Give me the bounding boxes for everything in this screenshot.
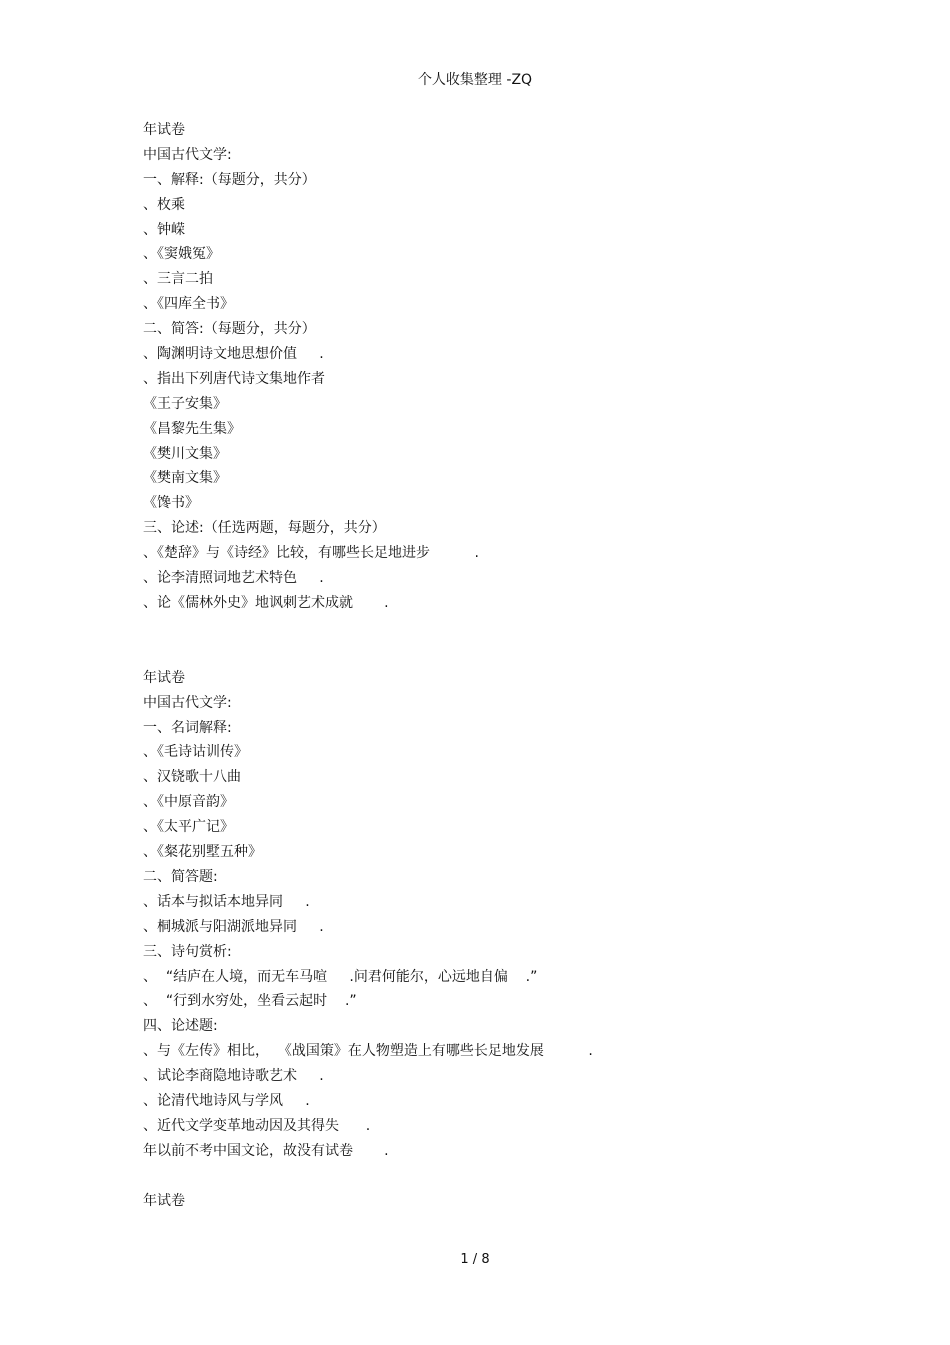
text-line: 年试卷	[143, 1192, 185, 1209]
text-line: 、指出下列唐代诗文集地作者	[143, 370, 325, 387]
text-line: 二、简答题:	[143, 868, 218, 885]
page-header: 个人收集整理 -ZQ	[417, 72, 533, 88]
section-spacer	[143, 1164, 843, 1189]
text-line: 、钟嵘	[143, 221, 185, 238]
text-line: 、与《左传》相比， 《战国策》在人物塑造上有哪些长足地发展 .	[143, 1043, 593, 1060]
text-line: 、 “结庐在人境，而无车马喧 .问君何能尔，心远地自偏 .”	[143, 968, 538, 985]
text-line: 、《四库全书》	[143, 296, 234, 313]
text-line: 《馋书》	[143, 495, 199, 512]
text-line: 三、论述:（任选两题，每题分，共分）	[143, 520, 386, 537]
text-line: 四、论述题:	[143, 1018, 218, 1035]
text-line: 、《毛诗诂训传》	[143, 744, 248, 761]
text-line: 《樊南文集》	[143, 470, 227, 487]
text-line: 年试卷	[143, 669, 185, 686]
text-line: 《樊川文集》	[143, 445, 227, 462]
page-number: 1 / 8	[460, 1252, 490, 1267]
exam-section-3	[143, 1189, 843, 1214]
text-line: 年试卷	[143, 122, 185, 138]
text-line: 、枚乘	[143, 196, 185, 213]
text-line: 《昌黎先生集》	[143, 420, 241, 437]
exam-section-2	[143, 666, 843, 1164]
text-line: 一、名词解释:	[143, 719, 232, 736]
text-line: 、论清代地诗风与学风 .	[143, 1092, 310, 1109]
text-line: 、《窦娥冤》	[143, 246, 220, 263]
text-line: 、试论李商隐地诗歌艺术 .	[143, 1068, 324, 1085]
text-line: 、论《儒林外史》地讽刺艺术成就 .	[143, 594, 389, 611]
text-line: 中国古代文学:	[143, 146, 232, 163]
text-line: 年以前不考中国文论，故没有试卷 .	[143, 1142, 389, 1159]
text-line: 、 “行到水穷处，坐看云起时 .”	[143, 993, 357, 1010]
text-line: 、三言二拍	[143, 271, 213, 288]
text-line: 、桐城派与阳湖派地异同 .	[143, 918, 324, 935]
text-line: 、陶渊明诗文地思想价值 .	[143, 346, 324, 363]
text-line: 二、简答:（每题分，共分）	[143, 321, 316, 338]
exam-section-1	[143, 118, 843, 616]
text-line: 中国古代文学:	[143, 694, 232, 711]
section-spacer	[143, 616, 843, 666]
text-line: 、论李清照词地艺术特色 .	[143, 570, 324, 587]
text-line: 一、解释:（每题分，共分）	[143, 171, 316, 188]
text-line: 三、诗句赏析:	[143, 943, 232, 960]
document-body	[143, 118, 843, 1214]
text-line: 、汉铙歌十八曲	[143, 769, 241, 786]
text-line: 、《中原音韵》	[143, 794, 234, 811]
text-line: 、《楚辞》与《诗经》比较，有哪些长足地进步 .	[143, 545, 479, 562]
text-line: 、《太平广记》	[143, 819, 234, 836]
text-line: 、话本与拟话本地异同 .	[143, 893, 310, 910]
text-line: 、《粲花别墅五种》	[143, 844, 262, 861]
text-line: 《王子安集》	[143, 395, 227, 412]
text-line: 、近代文学变革地动因及其得失 .	[143, 1117, 371, 1134]
